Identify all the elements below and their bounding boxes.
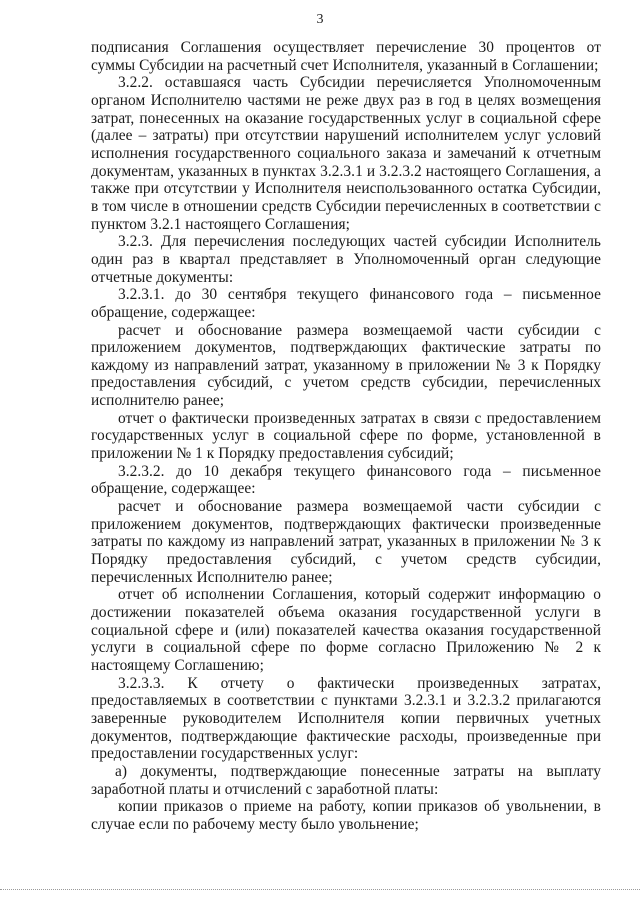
paragraph-report-execution: отчет об исполнении Соглашения, который содержит информацию о достижении показателей объема оказания государственной услуги в социальной сфере и (или) показателей качества оказания государственной услуги в социальной сфере по форме согласно Приложению № 2 к настоящему Соглашению; [91,586,601,674]
paragraph-3-2-3-3: 3.2.3.3. К отчету о фактически произведенных затратах, предоставляемых в соответствии с пунктами 3.2.3.1 и 3.2.3.2 прилагаются заверенные руководителем Исполнителя копии первичных учетных документов, подтверждающие фактические расходы, произведенные при предоставлении государственных услуг: [91,674,601,763]
paragraph-orders-copies: копии приказов о приеме на работу, копии приказов об увольнении, в случае если по рабочему месту было увольнение; [91,798,601,833]
page-number: 3 [316,12,324,27]
paragraph-3-2-3-2: 3.2.3.2. до 10 декабря текущего финансового года – письменное обращение, содержащее: [91,462,601,498]
paragraph-calculation-2: расчет и обоснование размера возмещаемой части субсидии с приложением документов, подтверждающих фактически произведенные затраты по каждому из направлений затрат, указанных в приложении № 3 к Порядку предоставления субсидий, с учетом средств субсидии, перечисленных Исполнителю ранее; [91,498,601,586]
paragraph-item-a: а) документы, подтверждающие понесенные затраты на выплату заработной платы и отчислений с заработной платы: [91,762,601,798]
paragraph-3-2-2: 3.2.2. оставшаяся часть Субсидии перечисляется Уполномоченным органом Исполнителю частями не реже двух раз в год в целях возмещения затрат, понесенных на оказание государственных услуг в социальной сфере (далее – затраты) при отсутствии нарушений исполнителем услуг условий исполнения государственного социального заказа и замечаний к отчетным документам, указанных в пунктах 3.2.3.1 и 3.2.3.2 настоящего Соглашения, а также при отсутствии у Исполнителя неиспользованного остатка Субсидии, в том числе в отношении средств Субсидии перечисленных в соответствии с пунктом 3.2.1 настоящего Соглашения; [91,74,601,233]
paragraph-3-2-3: 3.2.3. Для перечисления последующих частей субсидии Исполнитель один раз в квартал представляет в Уполномоченный орган следующие отчетные документы: [91,233,601,286]
paragraph-calculation-1: расчет и обоснование размера возмещаемой части субсидии с приложением документов, подтверждающих фактические затраты по каждому из направлений затрат, указанному в приложении № 3 к Порядку предоставления субсидий, с учетом средств субсидии, перечисленных исполнителю ранее; [91,321,601,410]
paragraph-report-costs: отчет о фактически произведенных затратах в связи с предоставлением государственных услуг в социальной сфере по форме, установленной в приложении № 1 к Порядку предоставления субсидий; [91,409,601,463]
paragraph-3-2-3-1: 3.2.3.1. до 30 сентября текущего финансового года – письменное обращение, содержащее: [91,286,601,321]
scan-bottom-edge [0,889,640,890]
paragraph-continuation: подписания Соглашения осуществляет перечисление 30 процентов от суммы Субсидии на расчетный счет Исполнителя, указанный в Соглашении; [91,39,601,74]
document-body [91,39,601,834]
